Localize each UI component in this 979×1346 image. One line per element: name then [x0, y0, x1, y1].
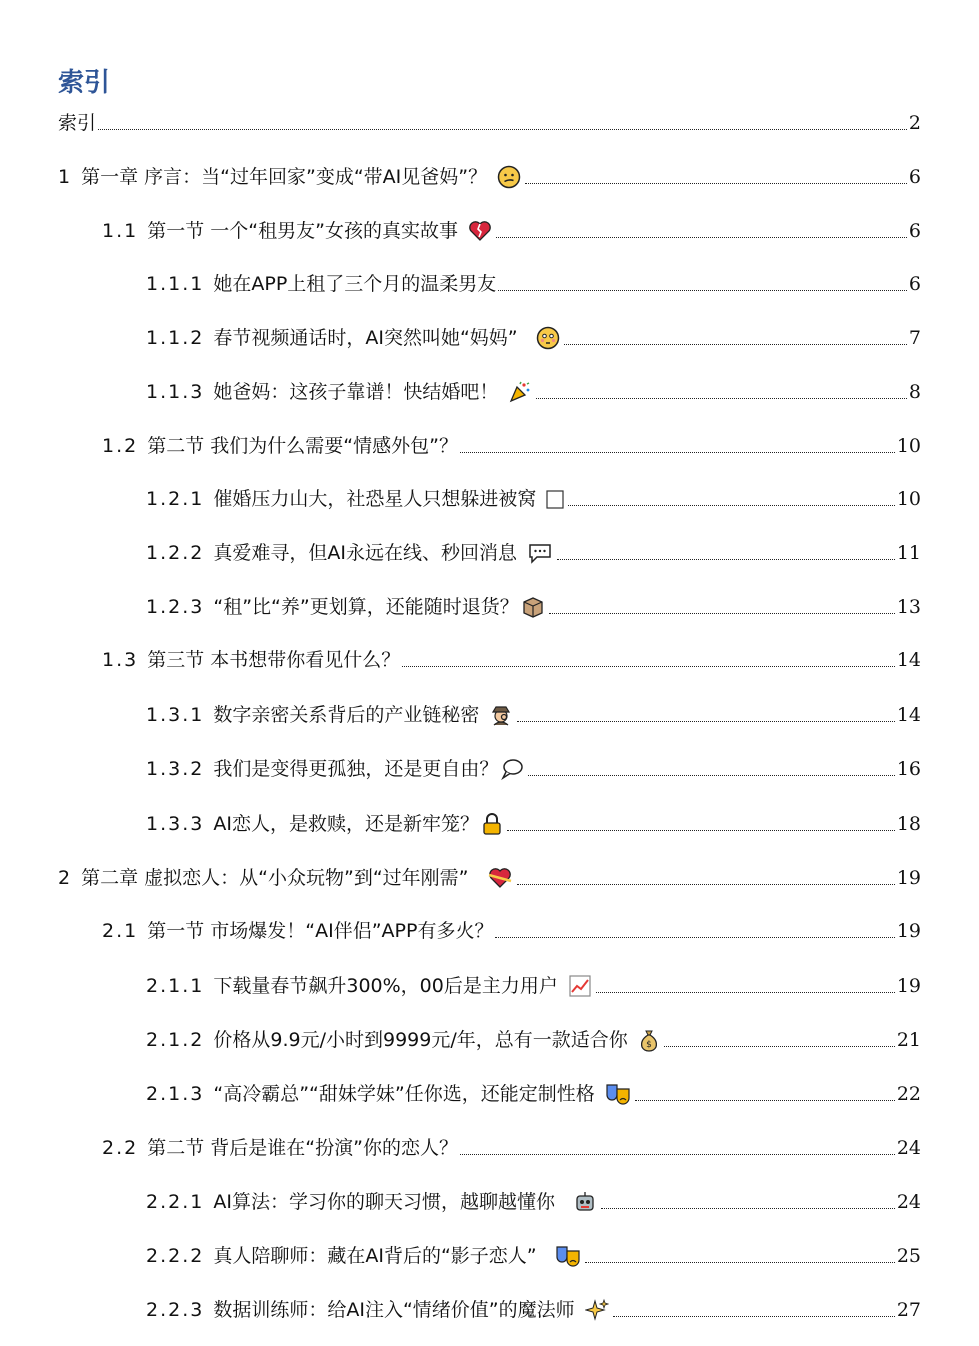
toc-entry-title: 真爱难寻，但AI永远在线、秒回消息 — [213, 542, 517, 564]
toc-entry-number: 1.3.3 — [146, 813, 205, 835]
toc-leader — [460, 452, 895, 453]
toc-entry-number: 1.2 — [102, 435, 139, 457]
toc-page-number: 10 — [896, 435, 921, 457]
toc-entry-number: 1.2.1 — [146, 488, 205, 510]
toc-page-number: 2 — [908, 112, 921, 134]
toc-entry-number: 1.3.1 — [146, 704, 205, 726]
flushed-face-icon — [536, 326, 560, 350]
toc-entry-number: 1.1 — [102, 220, 139, 242]
toc-entry[interactable] — [146, 595, 921, 619]
toc-entry[interactable] — [146, 1082, 921, 1106]
toc-entry[interactable] — [58, 165, 921, 189]
toc-entry[interactable] — [102, 648, 921, 672]
toc-entry-title: 第一节 一个“租男友”女孩的真实故事 — [147, 220, 458, 242]
toc-entry[interactable] — [146, 541, 921, 565]
toc-entry-number: 1.3 — [102, 649, 139, 671]
lock-icon — [481, 812, 503, 836]
toc-leader — [613, 1316, 895, 1317]
toc-page-number: 22 — [896, 1083, 921, 1105]
toc-leader — [525, 183, 907, 184]
toc-leader — [568, 505, 894, 506]
toc-entry-number: 1.1.2 — [146, 327, 205, 349]
toc-entry-number: 2.1.3 — [146, 1083, 205, 1105]
toc-entry-title: 她爸妈：这孩子靠谱！快结婚吧！ — [213, 381, 499, 403]
detective-icon — [489, 703, 513, 727]
toc-entry[interactable] — [146, 1298, 921, 1322]
toc-entry[interactable] — [102, 219, 921, 243]
toc-entry[interactable] — [146, 272, 921, 296]
sparkles-icon — [585, 1298, 609, 1322]
toc-page-number: 14 — [896, 649, 921, 671]
toc-leader — [585, 1262, 895, 1263]
broken-heart-icon — [468, 219, 492, 243]
toc-entry-title: 第二节 背后是谁在“扮演”你的恋人？ — [147, 1137, 458, 1159]
performing-arts-icon — [555, 1244, 581, 1268]
toc-entry[interactable] — [58, 866, 921, 890]
toc-leader — [601, 1208, 895, 1209]
toc-page-number: 6 — [908, 273, 921, 295]
toc-entry-number: 1.2.2 — [146, 542, 205, 564]
speech-balloon-icon — [527, 541, 553, 565]
toc-entry-number: 2.1 — [102, 920, 139, 942]
missing-glyph-icon — [546, 487, 564, 511]
toc-leader — [517, 721, 894, 722]
toc-page-number: 25 — [896, 1245, 921, 1267]
toc-entry-number: 1.3.2 — [146, 758, 205, 780]
toc-page-number: 7 — [908, 327, 921, 349]
toc-entry-title: 价格从9.9元/小时到9999元/年，总有一款适合你 — [213, 1029, 628, 1051]
chart-increasing-icon — [568, 974, 592, 998]
toc-entry-title: AI算法：学习你的聊天习惯，越聊越懂你 — [213, 1191, 555, 1213]
robot-icon — [573, 1190, 597, 1214]
package-icon — [521, 595, 545, 619]
toc-entry-title: 第二章 虚拟恋人：从“小众玩物”到“过年刚需” — [81, 867, 469, 889]
toc-page-number: 13 — [896, 596, 921, 618]
toc-entry-title: “租”比“养”更划算，还能随时退货？ — [213, 596, 519, 618]
toc-leader — [402, 666, 895, 667]
toc-entry-number: 2.1.1 — [146, 975, 205, 997]
toc-leader — [564, 344, 907, 345]
toc-entry-title: AI恋人，是救赎，还是新牢笼？ — [213, 813, 479, 835]
toc-page-number: 14 — [896, 704, 921, 726]
toc-leader — [635, 1100, 895, 1101]
toc-entry[interactable] — [102, 919, 921, 943]
toc-entry-title: 第二节 我们为什么需要“情感外包”？ — [147, 435, 458, 457]
page-title: 索引 — [58, 68, 111, 98]
toc-leader — [557, 559, 895, 560]
toc-leader — [507, 830, 895, 831]
toc-entry-number: 2.2 — [102, 1137, 139, 1159]
toc-leader — [528, 775, 894, 776]
toc-page-number: 24 — [896, 1191, 921, 1213]
toc-entry[interactable] — [58, 111, 921, 135]
toc-entry-number: 2.2.3 — [146, 1299, 205, 1321]
toc-entry[interactable] — [146, 380, 921, 404]
toc-page-number: 27 — [896, 1299, 921, 1321]
toc-entry[interactable] — [146, 703, 921, 727]
toc-entry[interactable] — [146, 1244, 921, 1268]
toc-entry-number: 2 — [58, 867, 73, 889]
toc-entry[interactable] — [146, 757, 921, 781]
toc-page-number: 10 — [896, 488, 921, 510]
toc-entry-title: 催婚压力山大，社恐星人只想躲进被窝 — [213, 488, 537, 510]
toc-entry-title: 下载量春节飙升300%，00后是主力用户 — [213, 975, 558, 997]
heart-ribbon-icon — [487, 866, 513, 890]
toc-entry[interactable] — [102, 434, 921, 458]
toc-page-number: 21 — [896, 1029, 921, 1051]
toc-entry-title: 索引 — [58, 112, 97, 134]
toc-leader — [98, 129, 907, 130]
toc-page-number: 19 — [896, 975, 921, 997]
toc-entry-title: 第一章 序言：当“过年回家”变成“带AI见爸妈”？ — [81, 166, 488, 188]
party-popper-icon — [508, 380, 532, 404]
toc-page-number: 24 — [896, 1137, 921, 1159]
toc-entry-title: 第一节 市场爆发！“AI伴侣”APP有多火？ — [147, 920, 494, 942]
toc-entry-title: “高冷霸总”“甜妹学妹”任你选，还能定制性格 — [213, 1083, 595, 1105]
toc-leader — [549, 613, 895, 614]
toc-entry-title: 真人陪聊师：藏在AI背后的“影子恋人” — [213, 1245, 537, 1267]
toc-page-number: 6 — [908, 166, 921, 188]
toc-page-number: 18 — [896, 813, 921, 835]
toc-entry-number: 2.2.1 — [146, 1191, 205, 1213]
toc-entry-number: 1.1.1 — [146, 273, 205, 295]
toc-page-number: 19 — [896, 920, 921, 942]
toc-entry[interactable] — [146, 974, 921, 998]
toc-entry[interactable] — [102, 1136, 921, 1160]
toc-leader — [498, 290, 907, 291]
toc-entry[interactable] — [146, 1028, 921, 1052]
toc-entry[interactable] — [146, 326, 921, 350]
toc-entry[interactable] — [146, 812, 921, 836]
toc-entry-title: 数字亲密关系背后的产业链秘密 — [213, 704, 480, 726]
svg-text:$: $ — [645, 1040, 652, 1050]
money-bag-icon — [638, 1028, 660, 1052]
toc-leader — [460, 1154, 895, 1155]
toc-entry-title: 第三节 本书想带你看见什么？ — [147, 649, 401, 671]
toc-entry-title: 她在APP上租了三个月的温柔男友 — [213, 273, 497, 295]
toc-entry-number: 1 — [58, 166, 73, 188]
toc-entry-number: 1.1.3 — [146, 381, 205, 403]
toc-entry-title: 春节视频通话时，AI突然叫她“妈妈” — [213, 327, 518, 349]
toc-page-number: 6 — [908, 220, 921, 242]
toc-page-number: 11 — [896, 542, 921, 564]
toc-entry-title: 数据训练师：给AI注入“情绪价值”的魔法师 — [213, 1299, 575, 1321]
toc-leader — [596, 992, 895, 993]
toc-page-number: 19 — [896, 867, 921, 889]
toc-entry[interactable] — [146, 1190, 921, 1214]
toc-entry-number: 2.2.2 — [146, 1245, 205, 1267]
toc-entry-number: 1.2.3 — [146, 596, 205, 618]
toc-page-number: 16 — [896, 758, 921, 780]
toc-leader — [495, 937, 894, 938]
toc-entry-number: 2.1.2 — [146, 1029, 205, 1051]
toc-leader — [664, 1046, 895, 1047]
toc-leader — [536, 398, 907, 399]
confused-face-icon — [497, 165, 521, 189]
toc-leader — [517, 884, 895, 885]
toc-entry[interactable] — [146, 487, 921, 511]
toc-entry-title: 我们是变得更孤独，还是更自由？ — [213, 758, 499, 780]
toc-page-number: 8 — [908, 381, 921, 403]
thought-balloon-icon — [500, 757, 524, 781]
toc-leader — [496, 237, 907, 238]
performing-arts-icon — [605, 1082, 631, 1106]
